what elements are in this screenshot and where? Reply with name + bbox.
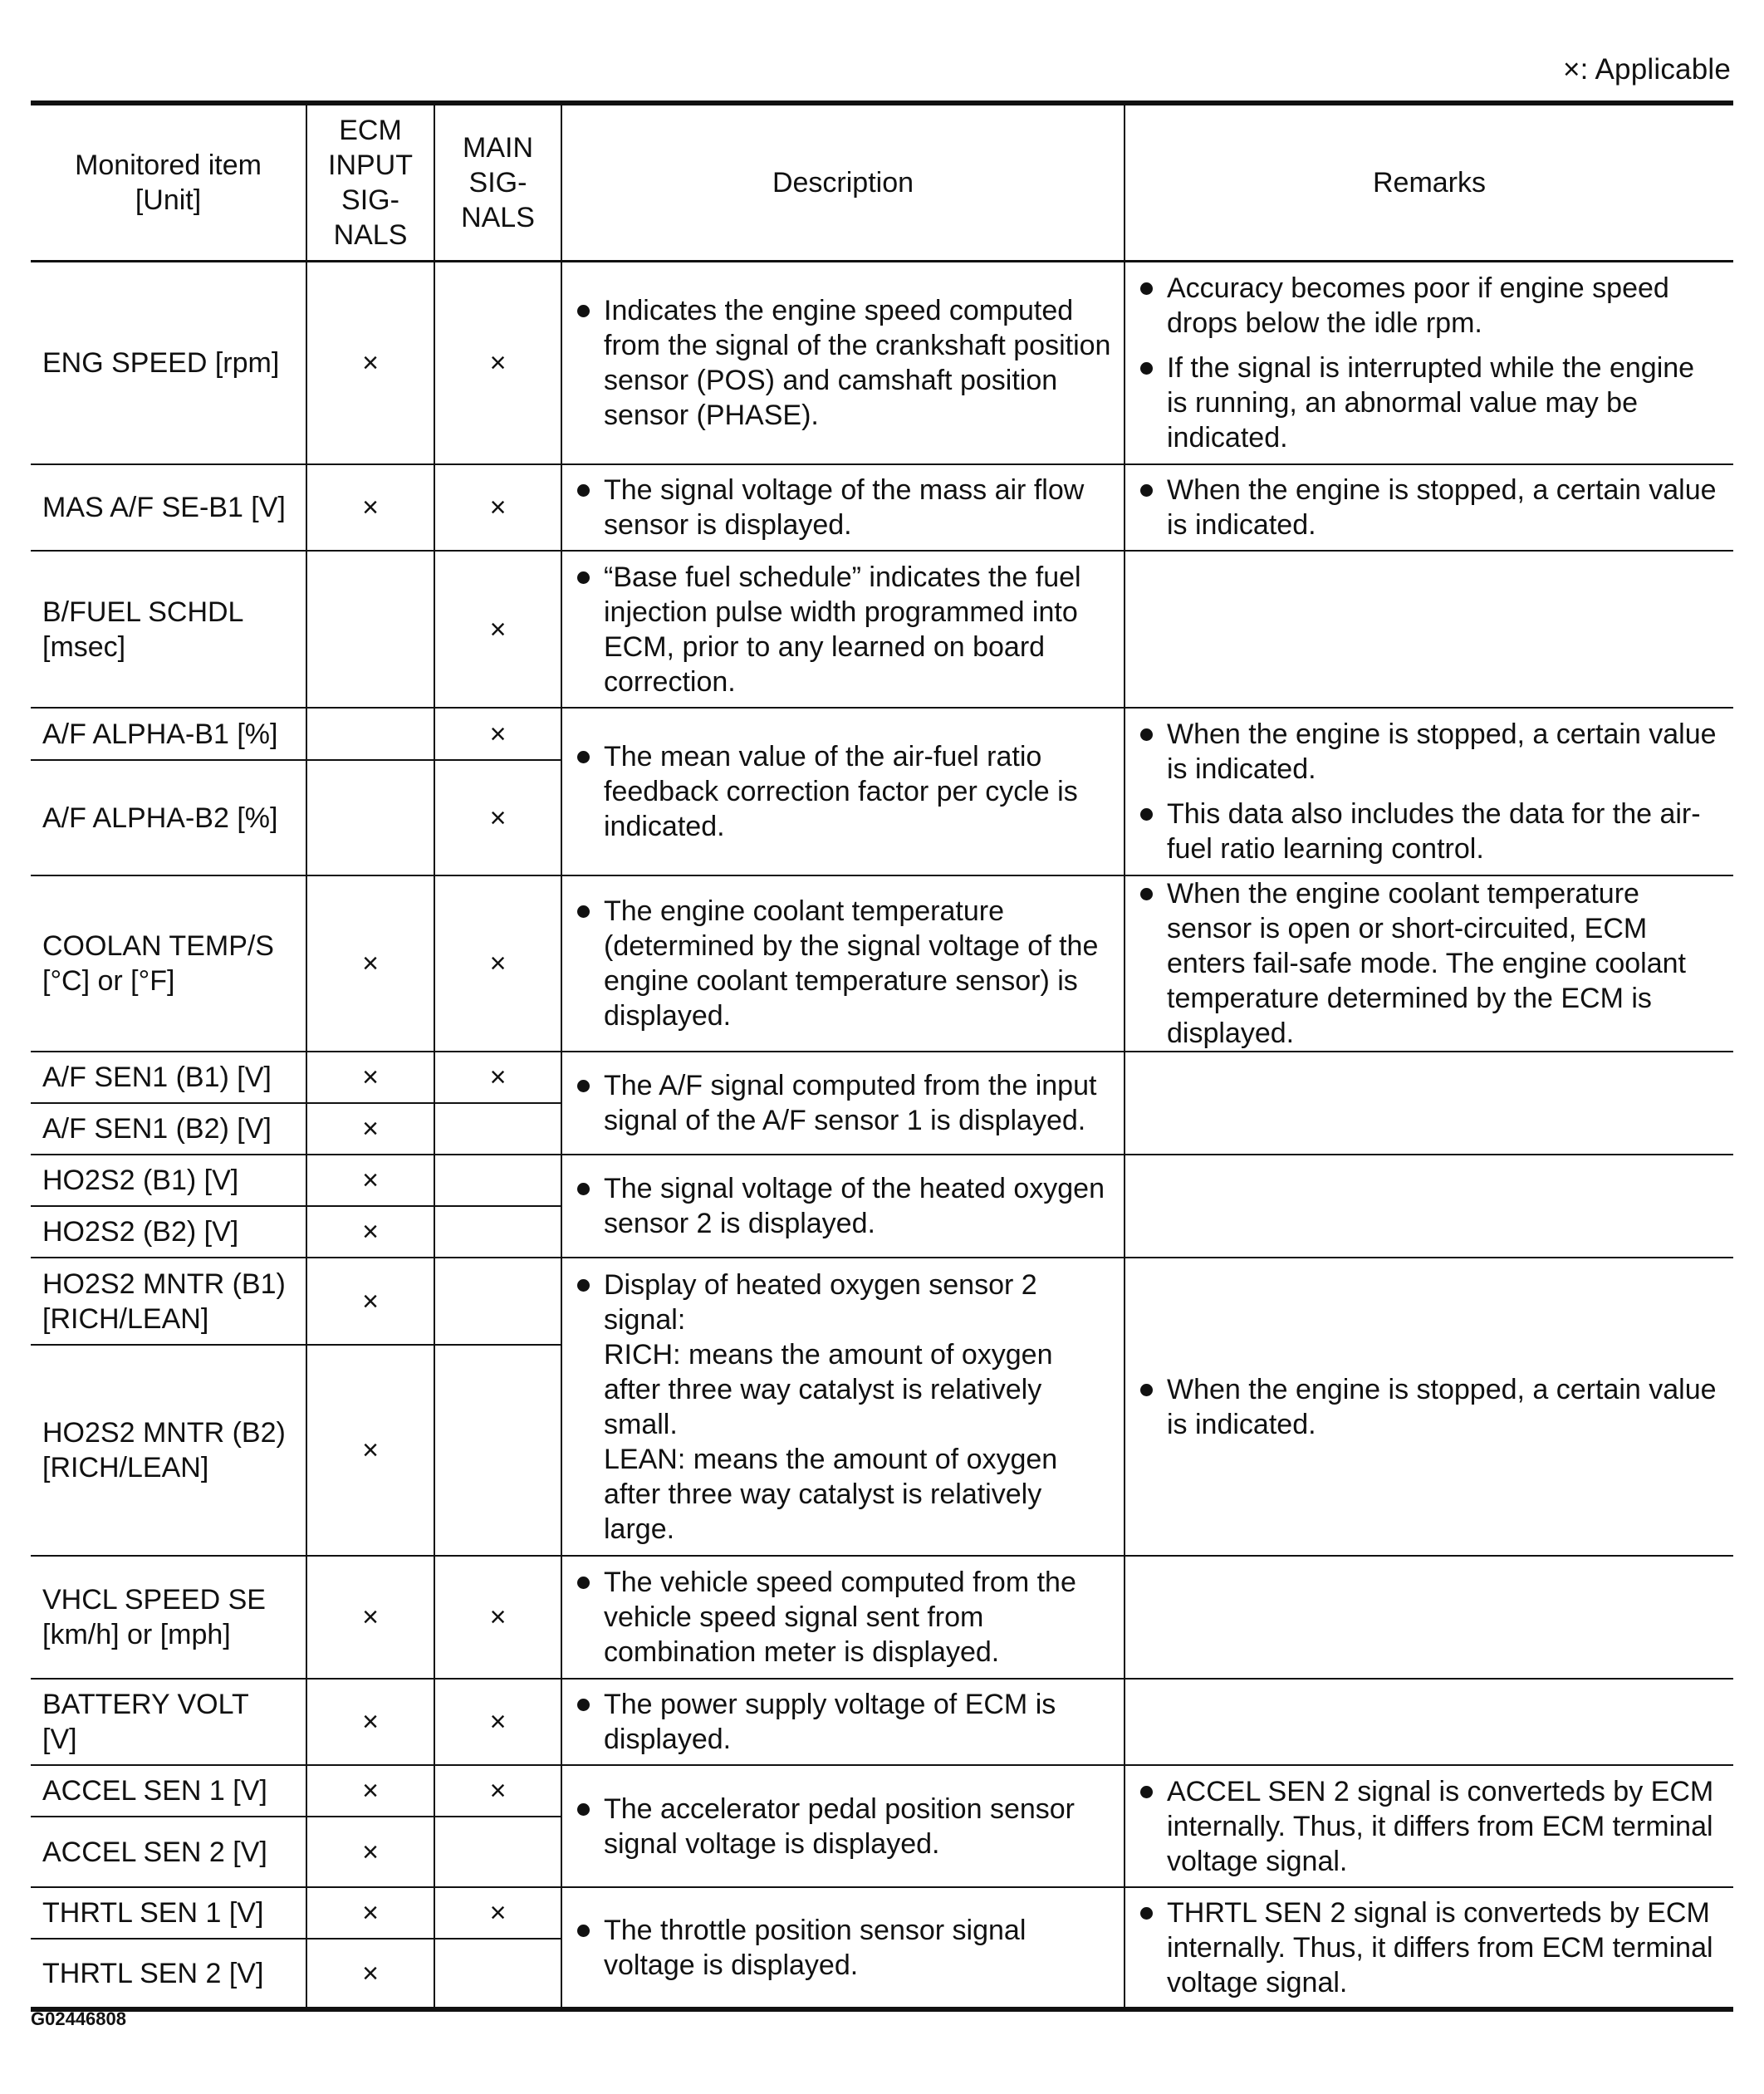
table-row bbox=[31, 261, 1733, 464]
description-bullet: The mean value of the air-fuel ratio feedback correction factor per cycle is indicated. bbox=[574, 739, 1112, 844]
monitored-item: ACCEL SEN 1 [V] bbox=[31, 1765, 306, 1817]
remarks-bullet: ACCEL SEN 2 signal is converteds by ECM internally. Thus, it differs from ECM terminal voltage signal. bbox=[1137, 1774, 1722, 1879]
applicable-mark: × bbox=[1562, 53, 1580, 86]
main-signal-mark: × bbox=[434, 1679, 561, 1765]
table-row bbox=[31, 875, 1733, 1052]
header-main-signals: MAIN SIG- NALS bbox=[434, 103, 561, 261]
main-signal-mark: × bbox=[434, 1052, 561, 1103]
figure-id: G02446808 bbox=[31, 2008, 126, 2029]
description-bullet: The throttle position sensor signal voltage is displayed. bbox=[574, 1913, 1112, 1983]
description-bullet: The A/F signal computed from the input signal of the A/F sensor 1 is displayed. bbox=[574, 1068, 1112, 1138]
remarks-bullet: THRTL SEN 2 signal is converteds by ECM internally. Thus, it differs from ECM terminal voltage signal. bbox=[1137, 1895, 1722, 2000]
remarks-bullet: This data also includes the data for the air-fuel ratio learning control. bbox=[1137, 797, 1722, 866]
description-cell bbox=[561, 1556, 1125, 1679]
header-monitored-item: Monitored item [Unit] bbox=[31, 103, 306, 261]
ecm-input-mark: × bbox=[306, 1103, 434, 1155]
description-cell bbox=[561, 464, 1125, 551]
ecm-input-mark: × bbox=[306, 261, 434, 464]
monitored-item: HO2S2 MNTR (B2) [RICH/LEAN] bbox=[31, 1345, 306, 1556]
remarks-cell bbox=[1125, 1887, 1733, 2009]
monitored-item: A/F ALPHA-B2 [%] bbox=[31, 760, 306, 875]
table-row bbox=[31, 1679, 1733, 1765]
table-row bbox=[31, 1887, 1733, 1939]
main-signal-mark: × bbox=[434, 551, 561, 708]
description-bullet: “Base fuel schedule” indicates the fuel injection pulse width programmed into ECM, prior to any learned on board correction. bbox=[574, 560, 1112, 699]
remarks-cell bbox=[1125, 1679, 1733, 1765]
monitored-item: HO2S2 (B2) [V] bbox=[31, 1206, 306, 1258]
description-cell bbox=[561, 1679, 1125, 1765]
ecm-input-mark: × bbox=[306, 464, 434, 551]
main-signal-mark bbox=[434, 1345, 561, 1556]
monitored-item: A/F ALPHA-B1 [%] bbox=[31, 708, 306, 760]
monitored-item: B/FUEL SCHDL [msec] bbox=[31, 551, 306, 708]
main-signal-mark: × bbox=[434, 708, 561, 760]
header-remarks: Remarks bbox=[1125, 103, 1733, 261]
applicable-legend bbox=[1563, 53, 1731, 86]
table-row bbox=[31, 551, 1733, 708]
remarks-cell bbox=[1125, 551, 1733, 708]
ecm-input-mark: × bbox=[306, 1155, 434, 1206]
table-row bbox=[31, 1765, 1733, 1817]
monitored-item: THRTL SEN 1 [V] bbox=[31, 1887, 306, 1939]
description-cell bbox=[561, 708, 1125, 875]
main-signal-mark bbox=[434, 1258, 561, 1345]
ecm-input-mark: × bbox=[306, 1679, 434, 1765]
description-bullet: The accelerator pedal position sensor signal voltage is displayed. bbox=[574, 1792, 1112, 1861]
monitored-item: BATTERY VOLT [V] bbox=[31, 1679, 306, 1765]
monitored-item: ACCEL SEN 2 [V] bbox=[31, 1817, 306, 1887]
description-bullet: The signal voltage of the heated oxygen sensor 2 is displayed. bbox=[574, 1171, 1112, 1241]
ecm-input-mark bbox=[306, 708, 434, 760]
remarks-bullet: When the engine is stopped, a certain value is indicated. bbox=[1137, 1372, 1722, 1442]
monitored-items-table bbox=[31, 101, 1733, 2012]
remarks-bullet: When the engine coolant temperature sensor is open or short-circuited, ECM enters fail-safe mode. The engine coolant temperature determined by the ECM is displayed. bbox=[1137, 876, 1722, 1051]
remarks-cell bbox=[1125, 1258, 1733, 1556]
description-bullet: The power supply voltage of ECM is displayed. bbox=[574, 1687, 1112, 1757]
description-cell bbox=[561, 551, 1125, 708]
remarks-bullet: If the signal is interrupted while the engine is running, an abnormal value may be indicated. bbox=[1137, 351, 1722, 455]
remarks-cell bbox=[1125, 708, 1733, 875]
description-bullet: Indicates the engine speed computed from the signal of the crankshaft position sensor (POS) and camshaft position sensor (PHASE). bbox=[574, 293, 1112, 433]
ecm-input-mark: × bbox=[306, 1206, 434, 1258]
description-bullet: The vehicle speed computed from the vehicle speed signal sent from combination meter is displayed. bbox=[574, 1565, 1112, 1670]
monitored-item: COOLAN TEMP/S [°C] or [°F] bbox=[31, 875, 306, 1052]
ecm-input-mark: × bbox=[306, 1887, 434, 1939]
table-row bbox=[31, 1155, 1733, 1206]
monitored-item: HO2S2 (B1) [V] bbox=[31, 1155, 306, 1206]
remarks-cell bbox=[1125, 875, 1733, 1052]
main-signal-mark: × bbox=[434, 760, 561, 875]
ecm-input-mark: × bbox=[306, 1258, 434, 1345]
description-cell bbox=[561, 875, 1125, 1052]
main-signal-mark: × bbox=[434, 1887, 561, 1939]
header-row bbox=[31, 103, 1733, 261]
monitored-item: ENG SPEED [rpm] bbox=[31, 261, 306, 464]
remarks-cell bbox=[1125, 1765, 1733, 1887]
description-cell bbox=[561, 1052, 1125, 1155]
ecm-input-mark: × bbox=[306, 1765, 434, 1817]
table-row bbox=[31, 708, 1733, 760]
ecm-input-mark bbox=[306, 760, 434, 875]
ecm-input-mark bbox=[306, 551, 434, 708]
remarks-cell bbox=[1125, 1556, 1733, 1679]
ecm-input-mark: × bbox=[306, 1052, 434, 1103]
description-bullet: The signal voltage of the mass air flow sensor is displayed. bbox=[574, 473, 1112, 542]
remarks-bullet: When the engine is stopped, a certain value is indicated. bbox=[1137, 473, 1722, 542]
table-row bbox=[31, 1258, 1733, 1345]
description-cell bbox=[561, 1765, 1125, 1887]
ecm-input-mark: × bbox=[306, 1345, 434, 1556]
remarks-cell bbox=[1125, 464, 1733, 551]
ecm-input-mark: × bbox=[306, 1817, 434, 1887]
main-signal-mark: × bbox=[434, 875, 561, 1052]
remarks-cell bbox=[1125, 1052, 1733, 1155]
header-ecm-input-signals: ECM INPUT SIG- NALS bbox=[306, 103, 434, 261]
table-row bbox=[31, 1556, 1733, 1679]
main-signal-mark: × bbox=[434, 464, 561, 551]
header-description: Description bbox=[561, 103, 1125, 261]
main-signal-mark bbox=[434, 1817, 561, 1887]
main-signal-mark bbox=[434, 1939, 561, 2009]
remarks-bullet: Accuracy becomes poor if engine speed drops below the idle rpm. bbox=[1137, 271, 1722, 341]
monitored-item: THRTL SEN 2 [V] bbox=[31, 1939, 306, 2009]
ecm-input-mark: × bbox=[306, 875, 434, 1052]
remarks-cell bbox=[1125, 261, 1733, 464]
description-bullet: Display of heated oxygen sensor 2 signal: RICH: means the amount of oxygen after three way catalyst is relatively small. LEAN: means the amount of oxygen after three way catalyst is relatively large. bbox=[574, 1268, 1112, 1547]
applicable-text: : Applicable bbox=[1580, 53, 1731, 86]
table-row bbox=[31, 1052, 1733, 1103]
description-bullet: The engine coolant temperature (determined by the signal voltage of the engine coolant temperature sensor) is displayed. bbox=[574, 894, 1112, 1033]
monitored-item: MAS A/F SE-B1 [V] bbox=[31, 464, 306, 551]
description-cell bbox=[561, 1155, 1125, 1258]
table-row bbox=[31, 464, 1733, 551]
description-cell bbox=[561, 1258, 1125, 1556]
remarks-bullet: When the engine is stopped, a certain value is indicated. bbox=[1137, 717, 1722, 787]
monitored-item: A/F SEN1 (B2) [V] bbox=[31, 1103, 306, 1155]
description-cell bbox=[561, 261, 1125, 464]
monitored-item: A/F SEN1 (B1) [V] bbox=[31, 1052, 306, 1103]
description-cell bbox=[561, 1887, 1125, 2009]
main-signal-mark bbox=[434, 1206, 561, 1258]
main-signal-mark: × bbox=[434, 1765, 561, 1817]
main-signal-mark bbox=[434, 1103, 561, 1155]
main-signal-mark bbox=[434, 1155, 561, 1206]
monitored-item: HO2S2 MNTR (B1) [RICH/LEAN] bbox=[31, 1258, 306, 1345]
monitored-item: VHCL SPEED SE [km/h] or [mph] bbox=[31, 1556, 306, 1679]
ecm-input-mark: × bbox=[306, 1556, 434, 1679]
remarks-cell bbox=[1125, 1155, 1733, 1258]
main-signal-mark: × bbox=[434, 261, 561, 464]
ecm-input-mark: × bbox=[306, 1939, 434, 2009]
main-signal-mark: × bbox=[434, 1556, 561, 1679]
